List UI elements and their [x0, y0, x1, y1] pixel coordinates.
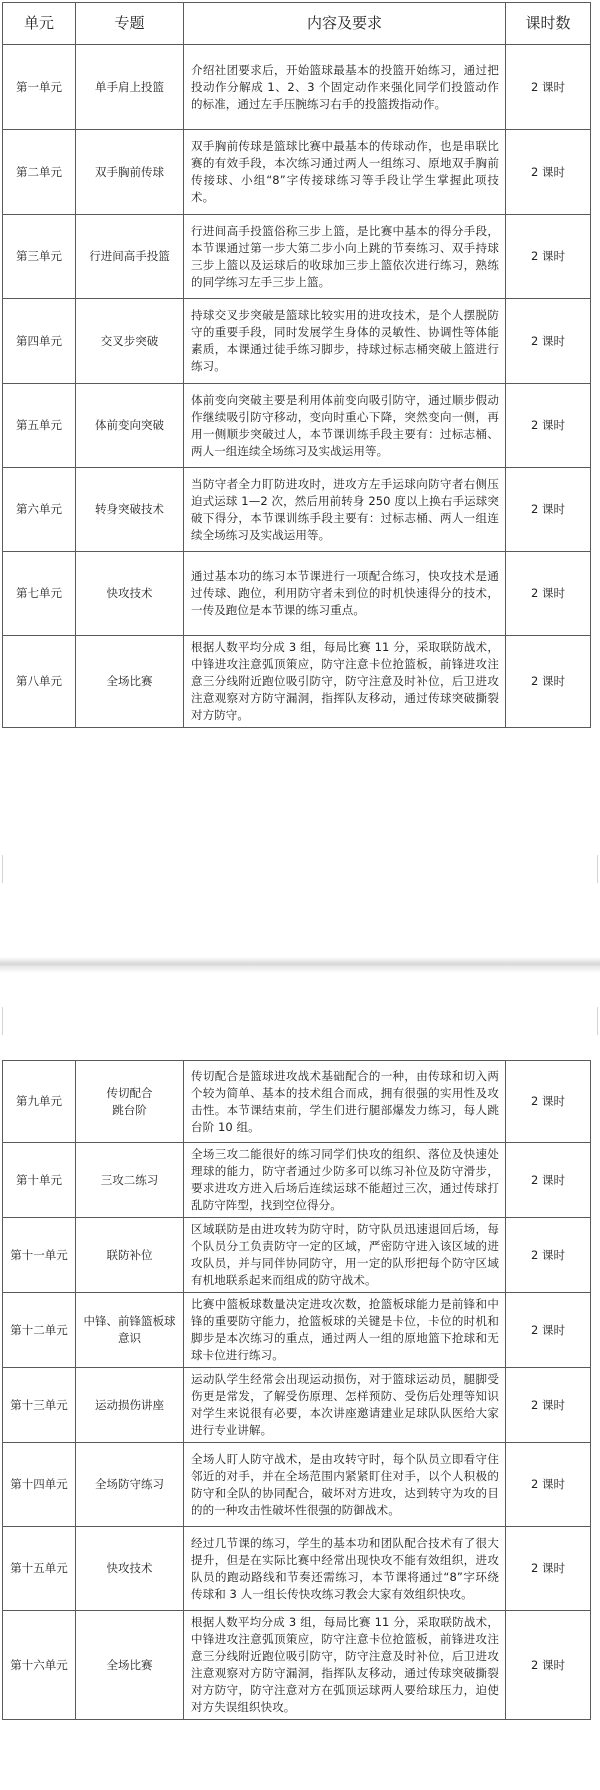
topic-cell: 快攻技术: [76, 552, 184, 636]
header-content: 内容及要求: [184, 3, 506, 45]
content-cell: 持球交叉步突破是篮球比较实用的进攻技术，是个人摆脱防守的重要手段，同时发展学生身体的灵敏性、协调性等体能素质，本课通过徒手练习脚步，持球过标志桶突破上篮进行练习。: [184, 299, 506, 384]
page-edge-mark: [2, 855, 3, 883]
content-cell: 介绍社团要求后，开始篮球最基本的投篮开始练习，通过把投动作分解成 1、2、3 个固定动作来强化同学们投篮动作的标准，通过左手压腕练习右手的投篮拨指动作。: [184, 45, 506, 130]
header-hours: 课时数: [506, 3, 591, 45]
content-cell: 通过基本功的练习本节课进行一项配合练习，快攻技术是通过传球、跑位，利用防守者未到位的时机快速得分的技术，一传及跑位是本节课的练习重点。: [184, 552, 506, 636]
content-cell: 双手胸前传球是篮球比赛中最基本的传球动作，也是串联比赛的有效手段，本次练习通过两人一组练习、原地双手胸前传接球、小组“8”字传接球练习等手段让学生掌握此项技术。: [184, 130, 506, 215]
table-row: [3, 384, 591, 468]
table-row: [3, 215, 591, 299]
unit-cell: 第三单元: [3, 215, 76, 299]
curriculum-table-part-1: [2, 2, 591, 728]
table-row: [3, 1611, 591, 1720]
content-cell: 体前变向突破主要是利用体前变向吸引防守，通过顺步假动作继续吸引防守移动，变向时重心下降，突然变向一侧，再用一侧顺步突破过人，本节课训练手段主要有：过标志桶、两人一组连续全场练习及实战运用等。: [184, 384, 506, 468]
curriculum-table-part-2: [2, 1060, 591, 1720]
unit-cell: 第十单元: [3, 1143, 76, 1218]
page-edge-mark: [597, 855, 598, 883]
table-row: [3, 1368, 591, 1443]
table-row: [3, 1143, 591, 1218]
unit-cell: 第二单元: [3, 130, 76, 215]
content-cell: 比赛中篮板球数量决定进攻次数，抢篮板球能力是前锋和中锋的重要防守能力，抢篮板球的关键是卡位，卡位的时机和脚步是本次练习的重点，通过两人一组的原地篮下抢球和无球卡位进行练习。: [184, 1293, 506, 1368]
page-edge-mark: [597, 1007, 598, 1035]
hours-cell: 2 课时: [506, 130, 591, 215]
topic-cell: 运动损伤讲座: [76, 1368, 184, 1443]
table-row: [3, 636, 591, 728]
header-unit: 单元: [3, 3, 76, 45]
topic-cell: 全场比赛: [76, 1611, 184, 1720]
table-row: [3, 1218, 591, 1293]
unit-cell: 第八单元: [3, 636, 76, 728]
hours-cell: 2 课时: [506, 384, 591, 468]
hours-cell: 2 课时: [506, 1143, 591, 1218]
unit-cell: 第十三单元: [3, 1368, 76, 1443]
unit-cell: 第五单元: [3, 384, 76, 468]
hours-cell: 2 课时: [506, 636, 591, 728]
topic-cell: 三攻二练习: [76, 1143, 184, 1218]
unit-cell: 第九单元: [3, 1061, 76, 1143]
hours-cell: 2 课时: [506, 299, 591, 384]
document-page-2: [0, 1035, 600, 1790]
hours-cell: 2 课时: [506, 1368, 591, 1443]
hours-cell: 2 课时: [506, 1293, 591, 1368]
content-cell: 根据人数平均分成 3 组，每局比赛 11 分，采取联防战术，中锋进攻注意弧顶策应，防守注意卡位抢篮板，前锋进攻注意三分线附近跑位吸引防守，防守注意及时补位，后卫进攻注意观察对方防守漏洞，指挥队友移动，通过传球突破撕裂对方防守，防守注意对方在弧顶运球两人要给球压力，迫使对方失误组织快攻。: [184, 1611, 506, 1720]
content-cell: 区域联防是由进攻转为防守时，防守队员迅速退回后场，每个队员分工负责防守一定的区域，严密防守进入该区域的进攻队员，并与同伴协同防守，用一定的队形把每个防守区域有机地联系起来而组成的防守战术。: [184, 1218, 506, 1293]
content-cell: 全场三攻二能很好的练习同学们快攻的组织、落位及快速处理球的能力，防守者通过少防多可以练习补位及防守滑步，要求进攻方进入后场后连续运球不能超过三次，通过传球打乱防守阵型，找到空位得分。: [184, 1143, 506, 1218]
table-row: [3, 552, 591, 636]
topic-cell: 双手胸前传球: [76, 130, 184, 215]
hours-cell: 2 课时: [506, 1527, 591, 1611]
content-cell: 运动队学生经常会出现运动损伤，对于篮球运动员，腿脚受伤更是常发，了解受伤原理、怎样预防、受伤后处理等知识对学生来说很有必要，本次讲座邀请建业足球队队医给大家进行专业讲解。: [184, 1368, 506, 1443]
topic-cell: 交叉步突破: [76, 299, 184, 384]
table-row: [3, 45, 591, 130]
topic-cell: 全场比赛: [76, 636, 184, 728]
content-cell: 传切配合是篮球进攻战术基础配合的一种，由传球和切入两个较为简单、基本的技术组合而成，拥有很强的实用性及攻击性。本节课结束前，学生们进行腿部爆发力练习，每人跳台阶 10 组。: [184, 1061, 506, 1143]
hours-cell: 2 课时: [506, 1611, 591, 1720]
content-cell: 全场人盯人防守战术，是由攻转守时，每个队员立即看守住邻近的对手，并在全场范围内紧紧盯住对手，以个人积极的防守和全队的协同配合，破坏对方进攻，达到转守为攻的目的的一种攻击性破坏性很强的防御战术。: [184, 1443, 506, 1527]
hours-cell: 2 课时: [506, 215, 591, 299]
unit-cell: 第六单元: [3, 468, 76, 552]
topic-cell: 转身突破技术: [76, 468, 184, 552]
topic-cell: 快攻技术: [76, 1527, 184, 1611]
unit-cell: 第十二单元: [3, 1293, 76, 1368]
hours-cell: 2 课时: [506, 45, 591, 130]
table-row: [3, 468, 591, 552]
table-row: [3, 299, 591, 384]
topic-cell: 单手肩上投篮: [76, 45, 184, 130]
table-row: [3, 1443, 591, 1527]
content-cell: 根据人数平均分成 3 组，每局比赛 11 分，采取联防战术，中锋进攻注意弧顶策应，防守注意卡位抢篮板，前锋进攻注意三分线附近跑位吸引防守，防守注意及时补位，后卫进攻注意观察对方防守漏洞，指挥队友移动，通过传球突破撕裂对方防守。: [184, 636, 506, 728]
content-cell: 经过几节课的练习，学生的基本功和团队配合技术有了很大提升，但是在实际比赛中经常出现快攻不能有效组织，进攻队员的跑动路线和节奏还需练习，本节课将通过“8”字环绕传球和 3 人一组长传快攻练习教会大家有效组织快攻。: [184, 1527, 506, 1611]
topic-cell: 传切配合 跳台阶: [76, 1061, 184, 1143]
table-row: [3, 1061, 591, 1143]
content-cell: 行进间高手投篮俗称三步上篮，是比赛中基本的得分手段，本节课通过第一步大第二步小向上跳的节奏练习、双手持球三步上篮以及运球后的收球加三步上篮依次进行练习，熟练的同学练习左手三步上篮。: [184, 215, 506, 299]
unit-cell: 第七单元: [3, 552, 76, 636]
hours-cell: 2 课时: [506, 468, 591, 552]
topic-cell: 中锋、前锋篮板球意识: [76, 1293, 184, 1368]
table-row: [3, 1293, 591, 1368]
unit-cell: 第十六单元: [3, 1611, 76, 1720]
unit-cell: 第十四单元: [3, 1443, 76, 1527]
hours-cell: 2 课时: [506, 1218, 591, 1293]
topic-cell: 全场防守练习: [76, 1443, 184, 1527]
page-separator: [0, 957, 600, 973]
table-row: [3, 130, 591, 215]
table-header-row: [3, 3, 591, 45]
table-row: [3, 1527, 591, 1611]
unit-cell: 第四单元: [3, 299, 76, 384]
hours-cell: 2 课时: [506, 1443, 591, 1527]
topic-cell: 联防补位: [76, 1218, 184, 1293]
unit-cell: 第十五单元: [3, 1527, 76, 1611]
page-edge-mark: [2, 1007, 3, 1035]
header-topic: 专题: [76, 3, 184, 45]
document-page-1: [0, 0, 600, 835]
content-cell: 当防守者全力盯防进攻时，进攻方左手运球向防守者右侧压迫式运球 1—2 次，然后用前转身 250 度以上换右手运球突破下得分，本节课训练手段主要有：过标志桶、两人一组连续全场练习及实战运用等。: [184, 468, 506, 552]
unit-cell: 第一单元: [3, 45, 76, 130]
hours-cell: 2 课时: [506, 552, 591, 636]
unit-cell: 第十一单元: [3, 1218, 76, 1293]
page-break: [0, 835, 600, 1035]
topic-cell: 体前变向突破: [76, 384, 184, 468]
hours-cell: 2 课时: [506, 1061, 591, 1143]
topic-cell: 行进间高手投篮: [76, 215, 184, 299]
